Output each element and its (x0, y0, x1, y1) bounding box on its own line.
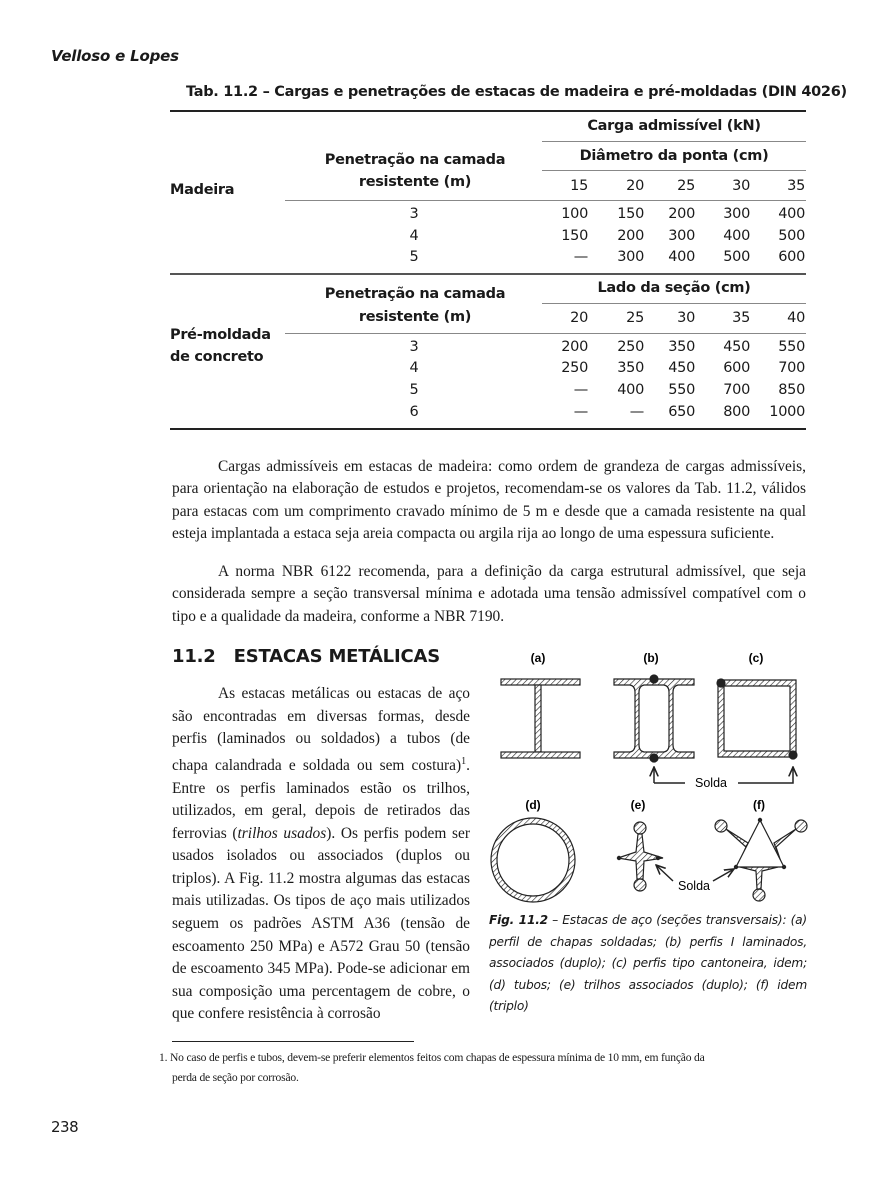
value-cell: 350 (668, 339, 695, 355)
value-cell: 100 (561, 206, 588, 222)
running-head: Velloso e Lopes (51, 47, 179, 65)
penetration-cell: 4 (409, 228, 419, 244)
value-cell: — (573, 404, 588, 420)
value-cell: 700 (778, 360, 805, 376)
value-cell: — (629, 404, 644, 420)
paragraph-text: Cargas admissíveis em estacas de madeira: como ordem de grandeza de cargas admissíveis, para orientação na elaboração de estudos e projetos, recomendam-se os valores da Tab. 11.2, válidos para estacas com um comprimento cravado mínimo de 5 m e desde que a camada resistente na qual esteja implantada a estaca seja areia compacta ou argila rija ao longo de uma espessura suficiente. (172, 458, 806, 543)
penetration-header: resistente (m) (358, 309, 472, 325)
value-cell: 400 (617, 382, 644, 398)
penetration-cell: 3 (409, 339, 419, 355)
value-cell: 200 (617, 228, 644, 244)
paragraph-text: A norma NBR 6122 recomenda, para a definição da carga estrutural admissível, que seja considerada sempre a seção transversal mínima e adotada uma tensão admissível compatível com o tipo e a qualidade da madeira, conforme a NBR 7190. (172, 563, 806, 625)
figure-caption-text: – Estacas de aço (seções transversais): (a) perfil de chapas soldadas; (b) perfis I laminados, associados (duplo); (c) perfis tipo cantoneira, idem; (d) tubos; (e) trilhos associados (duplo); (f) idem (triplo) (489, 913, 807, 1013)
value-cell: 600 (778, 249, 805, 265)
footnote-line: 1. No caso de perfis e tubos, devem-se preferir elementos feitos com chapas de espessura mínima de 10 mm, em função da (159, 1051, 705, 1064)
value-cell: 150 (617, 206, 644, 222)
figure-steel-sections (488, 645, 818, 910)
value-cell: 400 (668, 249, 695, 265)
column-header: 30 (732, 178, 750, 194)
penetration-header: resistente (m) (358, 174, 472, 190)
paragraph-steel-piles (172, 683, 470, 1026)
section-b-double-i-beam (614, 675, 694, 762)
figure-label-b: (b) (643, 651, 659, 665)
paragraph-nbr-6122 (172, 561, 806, 628)
rule (542, 303, 806, 304)
value-cell: 200 (668, 206, 695, 222)
footnote-reference[interactable]: 1 (461, 755, 467, 767)
section-title: ESTACAS METÁLICAS (233, 646, 440, 667)
value-cell: 500 (778, 228, 805, 244)
value-cell: 400 (778, 206, 805, 222)
value-cell: 550 (778, 339, 805, 355)
column-header: 20 (626, 178, 644, 194)
penetration-cell: 4 (409, 360, 419, 376)
penetration-cell: 5 (409, 249, 419, 265)
figure-label-e: (e) (630, 798, 646, 812)
value-cell: 1000 (769, 404, 805, 420)
figure-label-a: (a) (530, 651, 546, 665)
value-cell: 550 (668, 382, 695, 398)
rule (542, 170, 806, 171)
value-cell: 300 (617, 249, 644, 265)
footnote-line: perda de seção por corrosão. (172, 1071, 299, 1084)
value-cell: — (573, 249, 588, 265)
weld-label: Solda (695, 776, 727, 790)
table-caption: Tab. 11.2 – Cargas e penetrações de estacas de madeira e pré-moldadas (DIN 4026) (186, 84, 847, 100)
value-cell: 150 (561, 228, 588, 244)
figure-label-d: (d) (525, 798, 541, 812)
paragraph-wood-loads (172, 456, 806, 546)
value-cell: 300 (668, 228, 695, 244)
value-cell: — (573, 382, 588, 398)
penetration-cell: 5 (409, 382, 419, 398)
section-e-double-rails (617, 822, 663, 891)
value-cell: 700 (723, 382, 750, 398)
value-cell: 800 (723, 404, 750, 420)
section-divider (170, 273, 806, 275)
penetration-header: Penetração na camada (324, 286, 506, 302)
section-label-premoldada: de concreto (170, 349, 264, 365)
paragraph-text: As estacas metálicas ou estacas de aço são encontradas em diversas formas, desde perfis (laminados ou soldados) a tubos (de chapa calandrada e soldada ou sem costura) (172, 685, 470, 774)
column-header: 40 (787, 310, 805, 326)
figure-label-f: (f) (753, 798, 765, 812)
section-f-triple-rails (715, 818, 807, 901)
rule (285, 200, 806, 201)
group-header: Carga admissível (kN) (587, 118, 761, 134)
section-number: 11.2 (172, 646, 216, 667)
value-cell: 500 (723, 249, 750, 265)
penetration-cell: 6 (409, 404, 419, 420)
value-cell: 450 (723, 339, 750, 355)
paragraph-text: ). Os perfis podem ser usados isolados ou associados (duplos ou triplos). A Fig. 11.2 mostra algumas das estacas mais utilizadas. Os tipos de aço mais utilizados seguem os padrões ASTM A36 (tensão de escoamento 250 MPa) e A572 Grau 50 (tensão de escoamento 345 MPa). Pode-se adicionar em sua composição uma percentagem de cobre, o que confere resistência à corrosão (172, 824, 470, 1023)
table-bottom-rule (170, 428, 806, 430)
section-a-welded-i-beam (501, 679, 580, 758)
paragraph-text: . Entre os perfis laminados estão os trilhos, utilizados, em geral, depois de retirados das ferrovias ( (172, 756, 470, 842)
column-header: 20 (570, 310, 588, 326)
column-header: 25 (626, 310, 644, 326)
column-header: 35 (732, 310, 750, 326)
value-cell: 450 (668, 360, 695, 376)
footnote (159, 1048, 807, 1088)
section-d-tube (491, 818, 575, 902)
dimension-header: Diâmetro da ponta (cm) (579, 148, 769, 164)
column-header: 30 (677, 310, 695, 326)
figure-caption-label: Fig. 11.2 (489, 913, 548, 927)
value-cell: 200 (561, 339, 588, 355)
footnote-rule (172, 1041, 414, 1042)
figure-caption (489, 910, 807, 1018)
value-cell: 400 (723, 228, 750, 244)
value-cell: 350 (617, 360, 644, 376)
weld-label: Solda (678, 879, 710, 893)
section-c-angle-box (717, 679, 797, 759)
penetration-header: Penetração na camada (324, 152, 506, 168)
italic-term: trilhos usados (237, 824, 327, 842)
value-cell: 250 (617, 339, 644, 355)
value-cell: 250 (561, 360, 588, 376)
rule (285, 333, 806, 334)
column-header: 25 (677, 178, 695, 194)
value-cell: 600 (723, 360, 750, 376)
column-header: 35 (787, 178, 805, 194)
section-label-premoldada: Pré-moldada (170, 327, 271, 343)
rule (542, 141, 806, 142)
value-cell: 650 (668, 404, 695, 420)
column-header: 15 (570, 178, 588, 194)
section-label-madeira: Madeira (170, 182, 235, 198)
table-top-rule (170, 110, 806, 112)
value-cell: 300 (723, 206, 750, 222)
section-heading (172, 646, 440, 667)
penetration-cell: 3 (409, 206, 419, 222)
dimension-header: Lado da seção (cm) (597, 280, 751, 296)
value-cell: 850 (778, 382, 805, 398)
figure-label-c: (c) (748, 651, 764, 665)
page-number: 238 (51, 1118, 79, 1136)
